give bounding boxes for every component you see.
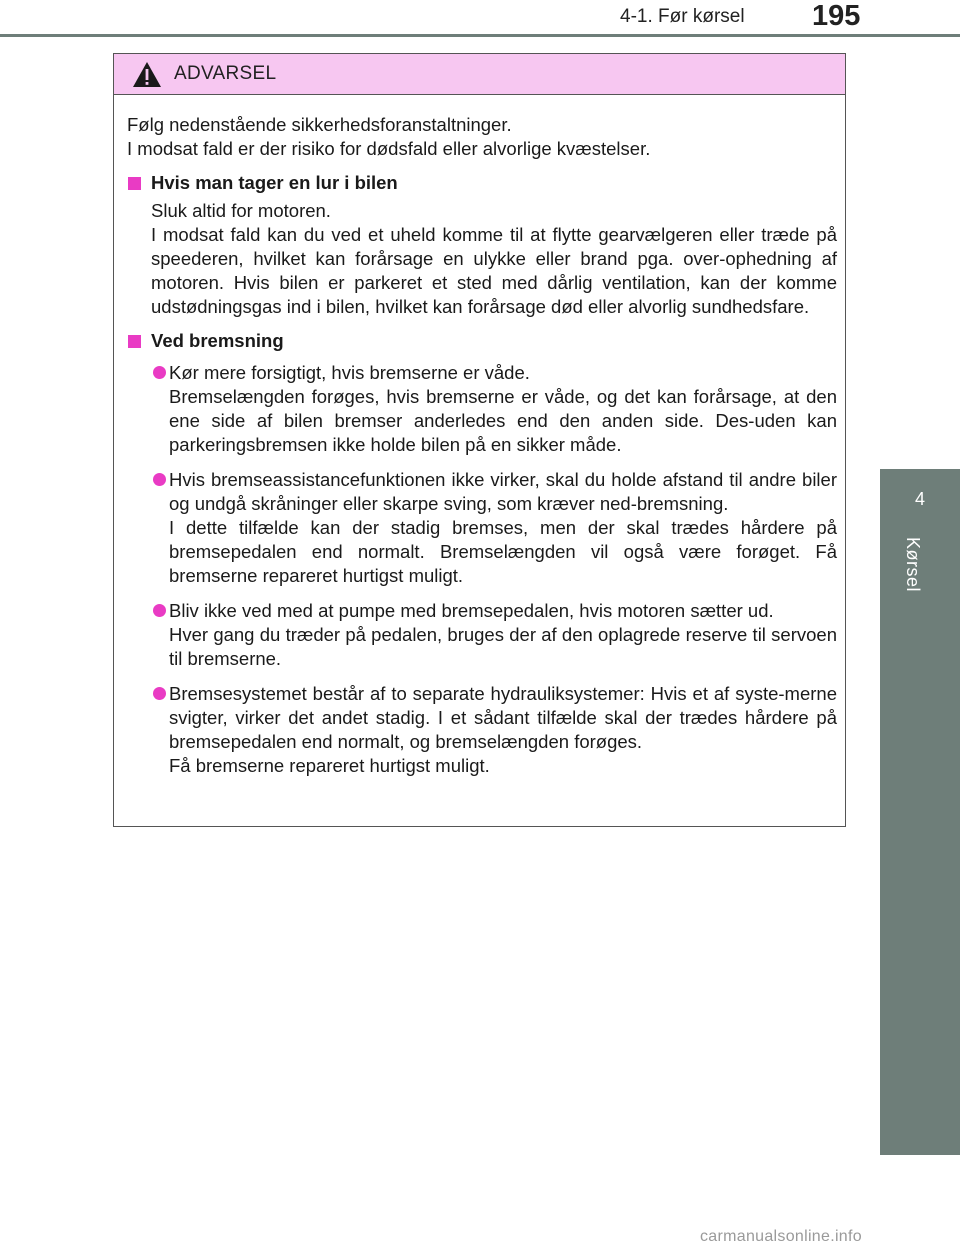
paragraph: Sluk altid for motoren. I modsat fald kan du ved et uheld komme til at flytte gearvælgeren eller træde på speederen, hvilket kan forårsage en ulykke eller brand pga. over-ophedning af motoren. Hvis bilen er parkeret et sted med dårlig ventilation, kan der komme udstødningsgas ind i bilen, hvilket kan forårsage død eller alvorlig sundhedsfare. <box>151 200 837 317</box>
round-bullet-icon <box>153 366 166 379</box>
list-item: Hvis bremseassistancefunktionen ikke virker, skal du holde afstand til andre biler og undgå skråninger eller skarpe sving, som kræver ned-bremsning. I dette tilfælde kan der stadig bremses, men der skal trædes hårdere på bremsepedalen end normalt. Bremselængden vil også være forøget. Få bremserne repareret hurtigst muligt. <box>151 468 837 588</box>
section-title: Hvis man tager en lur i bilen <box>127 171 837 195</box>
round-bullet-icon <box>153 604 166 617</box>
section-braking <box>127 329 837 778</box>
warning-triangle-icon <box>132 61 162 88</box>
warning-header <box>114 54 845 95</box>
list-item: Bliv ikke ved med at pumpe med bremsepedalen, hvis motoren sætter ud. Hver gang du træder på pedalen, bruges der af den oplagrede reserve til servoen til bremserne. <box>151 599 837 671</box>
page-header <box>0 0 960 40</box>
warning-box <box>113 53 846 827</box>
warning-body <box>114 95 845 778</box>
footer-watermark: carmanualsonline.info <box>700 1228 862 1245</box>
warning-title: ADVARSEL <box>174 63 277 84</box>
round-bullet-icon <box>153 473 166 486</box>
header-rule <box>0 34 960 37</box>
chapter-number: 4 <box>914 489 925 509</box>
square-bullet-icon <box>128 177 141 190</box>
chapter-side-tab <box>880 469 960 1155</box>
section-label: 4-1. Før kørsel <box>620 6 745 27</box>
page-number: 195 <box>812 0 861 32</box>
intro-line: Følg nedenstående sikkerhedsforanstaltninger. <box>127 114 512 135</box>
square-bullet-icon <box>128 335 141 348</box>
intro-line: I modsat fald er der risiko for dødsfald eller alvorlige kvæstelser. <box>127 138 651 159</box>
section-nap-in-car <box>127 171 837 319</box>
round-bullet-icon <box>153 687 166 700</box>
section-title: Ved bremsning <box>127 329 837 353</box>
list-item: Bremsesystemet består af to separate hydrauliksystemer: Hvis et af syste-merne svigter, virker det andet stadig. I et sådant tilfælde skal der trædes hårdere på bremsepedalen end normalt, og bremselængden forøges. Få bremserne repareret hurtigst muligt. <box>151 682 837 778</box>
list-item: Kør mere forsigtigt, hvis bremserne er våde. Bremselængden forøges, hvis bremserne er våde, og det kan forårsage, at den ene side af bilen bremser anderledes end den anden side. Des-uden kan parkeringsbremsen ikke holde bilen på en sikker måde. <box>151 361 837 457</box>
chapter-title: Kørsel <box>903 537 923 593</box>
